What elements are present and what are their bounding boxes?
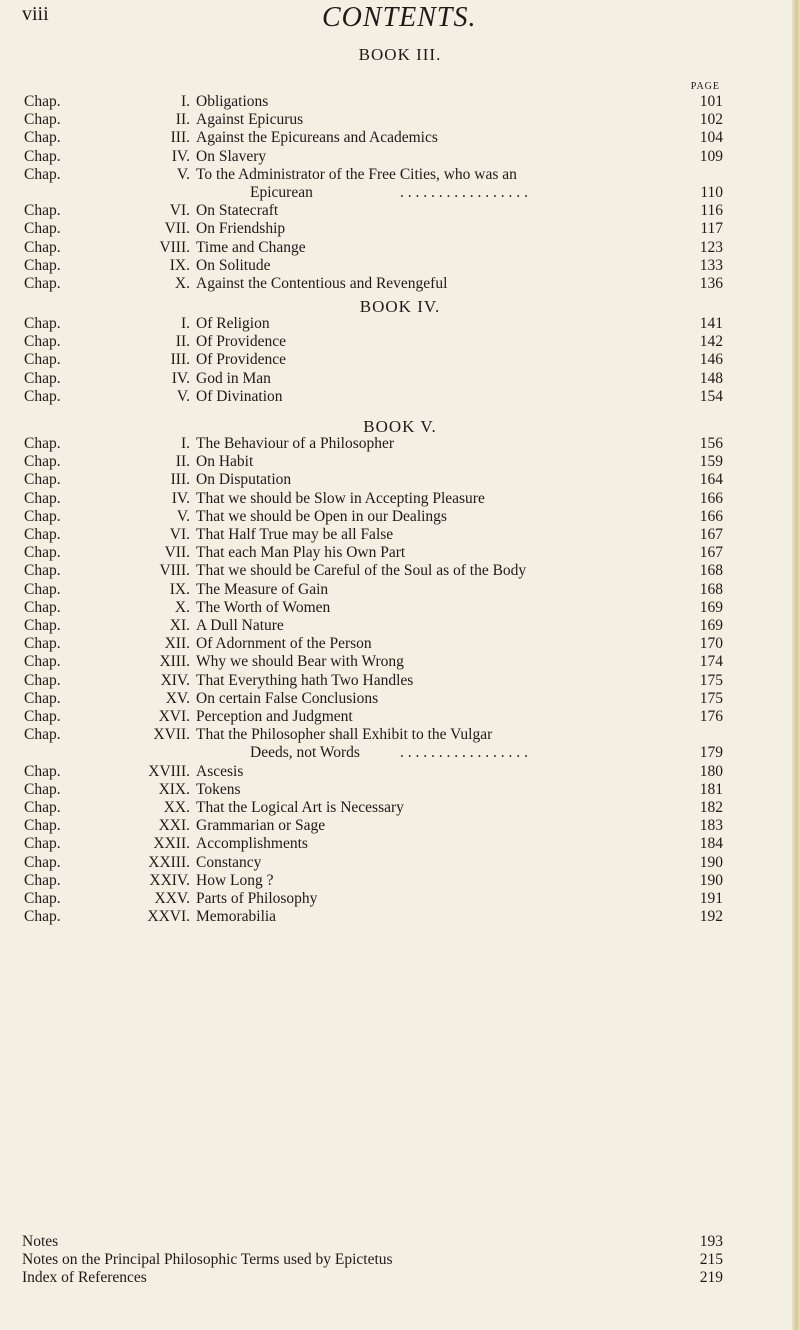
chapter-label: Chap. [24, 238, 61, 256]
chapter-title: That Everything hath Two Handles [196, 671, 414, 689]
chapter-label: Chap. [24, 471, 61, 489]
chapter-label: Chap. [24, 799, 61, 816]
chapter-label: Chap. [24, 315, 61, 332]
page-ref: 169 [699, 617, 723, 634]
toc-entry [0, 453, 800, 470]
chapter-number: XIII. [159, 653, 190, 671]
page-ref: 166 [699, 507, 723, 525]
page-ref: 142 [699, 333, 723, 351]
toc-entry [0, 202, 800, 219]
end-matter-title: Index of References [22, 1269, 147, 1287]
chapter-label: Chap. [24, 871, 61, 889]
page-header [0, 0, 800, 40]
chapter-label: Chap. [24, 817, 61, 835]
toc-entry [0, 93, 800, 110]
page-ref: 167 [699, 526, 723, 543]
toc-entry [0, 1269, 800, 1286]
chapter-number: XX. [163, 799, 190, 816]
chapter-label: Chap. [24, 780, 61, 798]
chapter-label: Chap. [24, 333, 61, 351]
toc-entry [0, 257, 800, 274]
chapter-label: Chap. [24, 726, 61, 744]
chapter-title: Accomplishments [196, 835, 308, 853]
page-ref: 174 [699, 653, 723, 671]
toc-entry [0, 526, 800, 543]
chapter-number: XXI. [158, 817, 190, 835]
toc-entry [0, 1233, 800, 1250]
page-ref: 184 [699, 835, 723, 853]
page-ref: 123 [699, 238, 723, 256]
chapter-title: That the Philosopher shall Exhibit to the Vulgar [196, 726, 493, 744]
chapter-title: Against the Contentious and Revengeful [196, 275, 448, 292]
page-ref: 116 [700, 202, 723, 220]
page-ref: 182 [699, 799, 723, 816]
chapter-title: Ascesis [196, 762, 244, 780]
chapter-number: II. [175, 111, 190, 129]
toc-entry [0, 635, 800, 652]
chapter-number: III. [170, 129, 190, 147]
chapter-title: Constancy [196, 853, 262, 871]
page-ref: 154 [699, 387, 723, 405]
chapter-label: Chap. [24, 369, 61, 387]
chapter-number: XII. [164, 635, 190, 653]
toc-entry [0, 166, 800, 183]
page-ref: 219 [699, 1269, 723, 1287]
book-heading: BOOK V. [363, 417, 437, 436]
chapter-title: On Disputation [196, 471, 292, 489]
chapter-label: Chap. [24, 93, 61, 110]
page-ref: 167 [699, 544, 723, 562]
chapter-number: I. [180, 435, 190, 452]
toc-entry [0, 799, 800, 816]
chapter-number: XVI. [158, 708, 190, 725]
chapter-number: X. [174, 598, 190, 616]
chapter-title: On Friendship [196, 220, 286, 238]
chapter-title: That we should be Careful of the Soul as of the Body [196, 562, 527, 580]
chapter-title: On Solitude [196, 256, 271, 274]
page-ref: 190 [699, 853, 723, 871]
page-ref: 215 [699, 1251, 723, 1269]
toc-entry [0, 763, 800, 780]
page-number: viii [22, 3, 49, 25]
chapter-title: On certain False Conclusions [196, 689, 379, 707]
toc-entry [0, 148, 800, 165]
page-ref: 179 [699, 744, 723, 762]
chapter-title: Grammarian or Sage [196, 817, 326, 835]
toc-entry [0, 508, 800, 525]
page-ref: 168 [699, 580, 723, 598]
page-ref: 164 [699, 471, 723, 489]
chapter-label: Chap. [24, 453, 61, 471]
page-ref: 146 [699, 351, 723, 369]
chapter-number: XV. [165, 689, 190, 707]
chapter-title: Against the Epicureans and Academics [196, 129, 438, 147]
page-ref: 168 [699, 562, 723, 580]
chapter-title: The Behaviour of a Philosopher [196, 435, 395, 452]
chapter-title: The Worth of Women [196, 598, 331, 616]
chapter-title: That the Logical Art is Necessary [196, 799, 404, 816]
chapter-number: XXV. [154, 890, 190, 907]
toc-entry [0, 239, 800, 256]
chapter-number: XIX. [158, 780, 190, 798]
toc-entry [0, 617, 800, 634]
chapter-title-continued: Deeds, not Words [250, 744, 360, 762]
chapter-title: Time and Change [196, 238, 306, 256]
chapter-label: Chap. [24, 220, 61, 238]
toc-entry [0, 726, 800, 743]
page-ref: 181 [699, 780, 723, 798]
chapter-title: That we should be Slow in Accepting Pleasure [196, 489, 485, 507]
chapter-label: Chap. [24, 635, 61, 653]
chapter-number: I. [180, 93, 190, 110]
page-ref: 148 [699, 369, 723, 387]
chapter-title: Of Religion [196, 315, 270, 332]
chapter-title: Obligations [196, 93, 269, 110]
chapter-number: IX. [169, 256, 190, 274]
chapter-number: III. [170, 471, 190, 489]
chapter-label: Chap. [24, 853, 61, 871]
chapter-title: Against Epicurus [196, 111, 304, 129]
toc-entry [0, 370, 800, 387]
chapter-number: VI. [169, 526, 190, 543]
page-ref: 117 [700, 220, 723, 238]
page-ref: 101 [699, 93, 723, 110]
page-ref: 175 [699, 671, 723, 689]
toc-entry [0, 690, 800, 707]
chapter-number: V. [176, 387, 190, 405]
page-ref: 175 [699, 689, 723, 707]
chapter-label: Chap. [24, 129, 61, 147]
page-ref: 141 [699, 315, 723, 332]
chapter-number: XXIV. [149, 871, 190, 889]
chapter-number: IV. [171, 147, 190, 165]
toc-entry [0, 435, 800, 452]
toc-entry [0, 562, 800, 579]
chapter-title: That each Man Play his Own Part [196, 544, 406, 562]
chapter-label: Chap. [24, 762, 61, 780]
chapter-label: Chap. [24, 544, 61, 562]
page-ref: 156 [699, 435, 723, 452]
chapter-title: Of Providence [196, 333, 286, 351]
toc-entry [0, 781, 800, 798]
chapter-title: To the Administrator of the Free Cities, who was an [196, 165, 517, 183]
page-ref: 133 [699, 256, 723, 274]
page-ref: 166 [699, 489, 723, 507]
chapter-label: Chap. [24, 111, 61, 129]
toc-entry [0, 544, 800, 561]
chapter-number: III. [170, 351, 190, 369]
chapter-title-continued: Epicurean [250, 184, 313, 201]
chapter-number: VIII. [159, 562, 190, 580]
chapter-number: IX. [169, 580, 190, 598]
chapter-label: Chap. [24, 671, 61, 689]
toc-entry [0, 1251, 800, 1268]
chapter-title: Perception and Judgment [196, 708, 353, 725]
chapter-title: Of Adornment of the Person [196, 635, 372, 653]
page-column-label: PAGE [690, 81, 720, 92]
page-ref: 190 [699, 871, 723, 889]
page-ref: 191 [699, 890, 723, 907]
page-ref: 192 [699, 908, 723, 926]
chapter-label: Chap. [24, 507, 61, 525]
toc-entry [0, 890, 800, 907]
chapter-number: II. [175, 333, 190, 351]
chapter-number: I. [180, 315, 190, 332]
chapter-number: VII. [164, 544, 190, 562]
toc-entry [0, 220, 800, 237]
leader-dots: . . . . . . . . . . . . . . . . . [400, 184, 528, 201]
chapter-number: XXII. [153, 835, 190, 853]
end-matter-title: Notes [22, 1233, 59, 1250]
chapter-number: V. [176, 507, 190, 525]
toc-entry [0, 333, 800, 350]
page-ref: 109 [699, 147, 723, 165]
page-ref: 183 [699, 817, 723, 835]
chapter-title: God in Man [196, 369, 271, 387]
chapter-label: Chap. [24, 256, 61, 274]
book-heading: BOOK III. [358, 45, 442, 64]
toc-entry [0, 672, 800, 689]
chapter-label: Chap. [24, 653, 61, 671]
page-edge [792, 0, 800, 1330]
toc-entry [0, 315, 800, 332]
chapter-label: Chap. [24, 708, 61, 725]
toc-entry [0, 708, 800, 725]
chapter-number: XVII. [153, 726, 190, 744]
book-heading: BOOK IV. [359, 297, 441, 316]
toc-entry [0, 129, 800, 146]
end-matter-title: Notes on the Principal Philosophic Terms used by Epictetus [22, 1251, 393, 1269]
chapter-label: Chap. [24, 598, 61, 616]
toc-entry [0, 490, 800, 507]
chapter-number: XI. [169, 617, 190, 634]
chapter-title: The Measure of Gain [196, 580, 329, 598]
chapter-number: IV. [171, 369, 190, 387]
page-ref: 104 [699, 129, 723, 147]
chapter-label: Chap. [24, 435, 61, 452]
running-title: CONTENTS. [322, 2, 477, 33]
chapter-label: Chap. [24, 689, 61, 707]
chapter-title: Why we should Bear with Wrong [196, 653, 404, 671]
chapter-title: On Statecraft [196, 202, 279, 220]
toc-entry [0, 275, 800, 292]
chapter-title: That Half True may be all False [196, 526, 394, 543]
toc-entry [0, 872, 800, 889]
toc-entry [0, 817, 800, 834]
page-ref: 169 [699, 598, 723, 616]
toc-entry [0, 111, 800, 128]
chapter-title: That we should be Open in our Dealings [196, 507, 447, 525]
chapter-label: Chap. [24, 489, 61, 507]
chapter-label: Chap. [24, 147, 61, 165]
toc-entry [0, 908, 800, 925]
page-ref: 159 [699, 453, 723, 471]
chapter-label: Chap. [24, 890, 61, 907]
chapter-number: XVIII. [148, 762, 190, 780]
toc-entry [0, 599, 800, 616]
page-ref: 170 [699, 635, 723, 653]
chapter-label: Chap. [24, 908, 61, 926]
chapter-label: Chap. [24, 580, 61, 598]
chapter-label: Chap. [24, 165, 61, 183]
chapter-title: A Dull Nature [196, 617, 284, 634]
chapter-label: Chap. [24, 387, 61, 405]
chapter-label: Chap. [24, 351, 61, 369]
toc-entry [0, 471, 800, 488]
page-ref: 110 [700, 184, 723, 201]
chapter-number: V. [176, 165, 190, 183]
page-ref: 180 [699, 762, 723, 780]
toc-entry [0, 351, 800, 368]
chapter-title: On Habit [196, 453, 254, 471]
leader-dots: . . . . . . . . . . . . . . . . . [400, 744, 528, 762]
chapter-number: XIV. [160, 671, 190, 689]
chapter-title: On Slavery [196, 147, 267, 165]
chapter-title: Of Divination [196, 387, 283, 405]
chapter-title: Of Providence [196, 351, 286, 369]
chapter-label: Chap. [24, 202, 61, 220]
chapter-label: Chap. [24, 526, 61, 543]
chapter-number: IV. [171, 489, 190, 507]
chapter-label: Chap. [24, 562, 61, 580]
toc-entry [0, 854, 800, 871]
page-ref: 102 [699, 111, 723, 129]
chapter-label: Chap. [24, 617, 61, 634]
chapter-number: VI. [169, 202, 190, 220]
chapter-number: II. [175, 453, 190, 471]
chapter-number: XXIII. [148, 853, 190, 871]
toc-entry-continuation [0, 744, 800, 761]
chapter-number: XXVI. [147, 908, 190, 926]
chapter-title: Tokens [196, 780, 241, 798]
chapter-label: Chap. [24, 835, 61, 853]
page-ref: 193 [699, 1233, 723, 1250]
chapter-label: Chap. [24, 275, 61, 292]
toc-entry [0, 581, 800, 598]
chapter-title: Memorabilia [196, 908, 277, 926]
chapter-title: Parts of Philosophy [196, 890, 318, 907]
chapter-number: VIII. [159, 238, 190, 256]
page-ref: 136 [699, 275, 723, 292]
chapter-title: How Long ? [196, 871, 274, 889]
toc-entry [0, 388, 800, 405]
toc-entry [0, 653, 800, 670]
page-ref: 176 [699, 708, 723, 725]
chapter-number: VII. [164, 220, 190, 238]
toc-entry-continuation [0, 184, 800, 201]
toc-entry [0, 835, 800, 852]
chapter-number: X. [174, 275, 190, 292]
